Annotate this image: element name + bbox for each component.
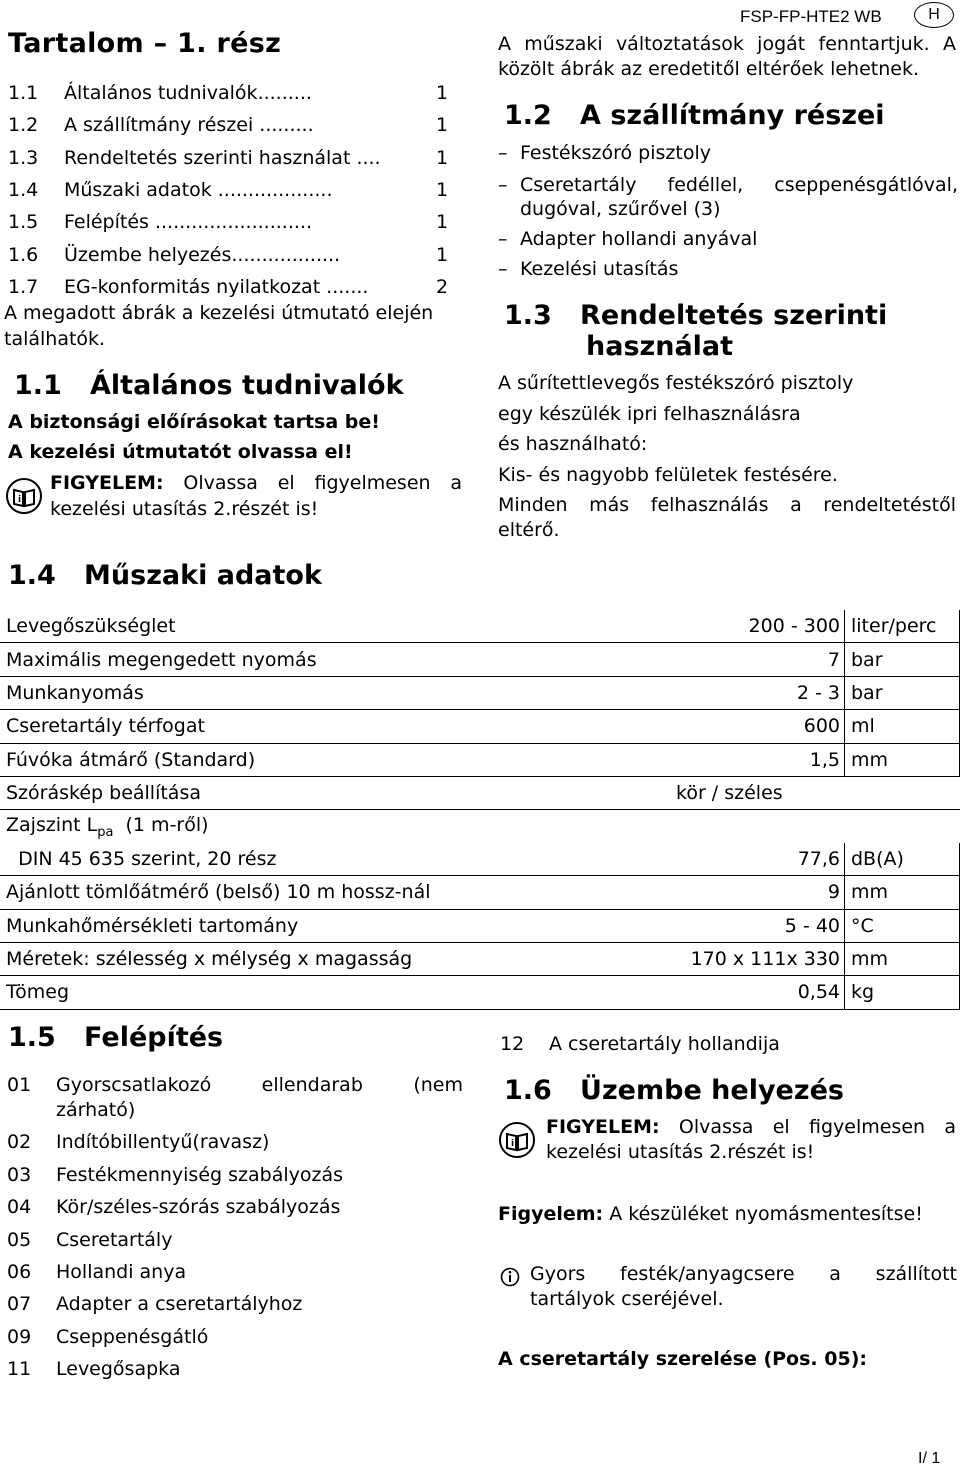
spec-value: 9: [670, 876, 845, 909]
toc-item-label: Általános tudnivalók.........: [64, 82, 312, 104]
intended-use-line: Minden más felhasználás a rendeltetéstől: [498, 494, 956, 516]
spec-label: [0, 909, 670, 942]
toc-item-page: 1: [436, 178, 449, 201]
toc-item[interactable]: [8, 207, 448, 237]
info-line-2: tartályok cseréjével.: [530, 1288, 724, 1310]
spec-unit: °C: [845, 909, 960, 942]
spec-row: [0, 610, 960, 643]
spec-unit: bar: [845, 676, 960, 709]
spec-label: [0, 810, 670, 843]
warning-text-1: Olvassa el figyelmesen a: [183, 472, 462, 494]
intended-use-line: egy készülék ipri felhasználásra: [498, 403, 801, 425]
spec-label-suffix: (1 m-ről): [113, 813, 209, 836]
section-1-3-title-line1: 1.3 Rendeltetés szerinti: [504, 300, 888, 331]
part-name: Hollandi anya: [56, 1261, 187, 1283]
spec-label-text: Munkahőmérsékleti tartomány: [6, 914, 299, 937]
toc-item-page: 1: [436, 114, 449, 137]
disclaimer-line-2: közölt ábrák az eredetitől eltérőek lehetnek.: [498, 58, 920, 80]
toc-item-label: Műszaki adatok ...................: [64, 178, 333, 201]
svg-text:i: i: [18, 495, 22, 505]
toc-item-number: 1.3: [8, 146, 39, 169]
spec-row: [0, 776, 960, 809]
spec-value: 0,54: [670, 976, 845, 1009]
part-number: 02: [7, 1131, 32, 1153]
bullet-dash: –: [498, 142, 508, 164]
toc-item-number: 1.1: [8, 82, 39, 104]
spec-value: 77,6: [670, 843, 845, 876]
spec-value: 7: [670, 643, 845, 676]
part-number: 03: [7, 1164, 32, 1186]
language-badge-label: H: [928, 6, 940, 23]
spec-row: [0, 710, 960, 743]
info-icon: [500, 1267, 520, 1287]
spec-unit: [845, 810, 960, 843]
part-number: 11: [7, 1358, 32, 1380]
part-name: Kör/széles-szórás szabályozás: [56, 1196, 341, 1218]
toc-item-page: 1: [436, 82, 449, 104]
spec-row: [0, 976, 960, 1009]
part-number: 12: [500, 1033, 525, 1055]
delivery-item-text: Festékszóró pisztoly: [520, 142, 711, 164]
spec-label-text: DIN 45 635 szerint, 20 rész: [6, 847, 277, 870]
part-number: 01: [7, 1074, 32, 1096]
spec-value: 600: [670, 710, 845, 743]
part-number: 04: [7, 1196, 32, 1218]
delivery-item-text: Kezelési utasítás: [520, 258, 679, 280]
disclaimer-line-1: A műszaki változtatások jogát fenntartjuk. A: [498, 33, 956, 55]
toc-item-number: 1.5: [8, 211, 39, 234]
spec-label: [0, 843, 670, 876]
spec-label: [0, 743, 670, 776]
spec-unit: mm: [845, 743, 960, 776]
startup-warning-text-1: Olvassa el figyelmesen a: [678, 1116, 956, 1138]
toc-item-number: 1.7: [8, 275, 39, 298]
replacement-cup-heading: A cseretartály szerelése (Pos. 05):: [498, 1348, 867, 1370]
manual-book-icon: [6, 478, 42, 514]
read-manual-note: A kezelési útmutatót olvassa el!: [8, 441, 353, 463]
bullet-dash: –: [498, 258, 508, 280]
toc-item[interactable]: [8, 240, 448, 270]
delivery-item-text: dugóval, szűrővel (3): [520, 198, 721, 220]
spec-value: 2 - 3: [670, 676, 845, 709]
intended-use-line: és használható:: [498, 433, 648, 455]
spec-unit: bar: [845, 643, 960, 676]
bullet-dash: –: [498, 174, 508, 196]
spec-label-text: Munkanyomás: [6, 681, 144, 704]
spec-label-text: Méretek: szélesség x mélység x magasság: [6, 948, 413, 971]
spec-label-text: Fúvóka átmárő (Standard): [6, 748, 256, 771]
spec-unit: mm: [845, 942, 960, 975]
spec-label-main: Zajszint L: [6, 813, 98, 836]
toc-item[interactable]: [8, 78, 448, 108]
toc-item-label: A szállítmány részei .........: [64, 114, 314, 137]
section-1-1-title: 1.1 Általános tudnivalók: [14, 370, 404, 401]
section-1-4-title: 1.4 Műszaki adatok: [8, 560, 322, 591]
toc-note-line1: A megadott ábrák a kezelési útmutató elején: [4, 302, 434, 324]
spec-label-subscript: pa: [97, 824, 114, 840]
spec-label-text: Szóráskép beállítása: [6, 782, 201, 805]
part-name: Gyorscsatlakozó ellendarab (nem: [56, 1074, 463, 1096]
spec-label-text: Maximális megengedett nyomás: [6, 648, 317, 671]
spec-unit: kg: [845, 976, 960, 1009]
section-1-3-title-line2: használat: [586, 331, 734, 362]
part-number: 05: [7, 1229, 32, 1251]
spec-label: [0, 710, 670, 743]
spec-label: [0, 942, 670, 975]
toc-item[interactable]: [8, 110, 448, 140]
spec-value: 170 x 111x 330: [670, 942, 845, 975]
part-number: 07: [7, 1293, 32, 1315]
part-name: Indítóbillentyű(ravasz): [56, 1131, 270, 1153]
toc-item[interactable]: [8, 143, 448, 173]
part-name: Levegősapka: [56, 1358, 181, 1380]
svg-text:i: i: [511, 1139, 515, 1149]
spec-row: [0, 909, 960, 942]
spec-row: [0, 643, 960, 676]
toc-item-label: EG-konformitás nyilatkozat .......: [64, 275, 369, 298]
manual-book-icon: [499, 1122, 535, 1158]
spec-value: 200 - 300: [670, 610, 845, 643]
part-number: 06: [7, 1261, 32, 1283]
spec-value: [670, 810, 845, 843]
part-name: Cseretartály: [56, 1229, 173, 1251]
toc-item-page: 2: [436, 275, 449, 298]
depressurize-note: [498, 1203, 923, 1226]
spec-unit: liter/perc: [845, 610, 960, 643]
bullet-dash: –: [498, 228, 508, 250]
toc-item-number: 1.6: [8, 243, 39, 266]
intended-use-line: eltérő.: [498, 519, 560, 541]
toc-item[interactable]: [8, 175, 448, 205]
spec-label: [0, 776, 670, 809]
spec-label: [0, 610, 670, 643]
info-line-1: Gyors festék/anyagcsere a szállított: [530, 1263, 957, 1285]
intended-use-line: Kis- és nagyobb felületek festésére.: [498, 464, 838, 486]
spec-row: [0, 942, 960, 975]
warning-text-2: kezelési utasítás 2.részét is!: [50, 498, 319, 520]
toc-item-page: 1: [436, 243, 449, 266]
section-1-2-title: 1.2 A szállítmány részei: [504, 100, 885, 131]
spec-label: [0, 643, 670, 676]
toc-item-label: Felépítés ..........................: [64, 211, 312, 234]
toc-title: Tartalom – 1. rész: [8, 28, 282, 59]
page-number: I/ 1: [918, 1450, 941, 1467]
spec-label-text: Cseretartály térfogat: [6, 715, 205, 738]
part-name: Cseppenésgátló: [56, 1326, 209, 1348]
spec-row: [0, 676, 960, 709]
spec-label: [0, 976, 670, 1009]
model-header: FSP-FP-HTE2 WB: [740, 7, 882, 26]
spec-row: [0, 743, 960, 776]
part-name: A cseretartály hollandija: [549, 1033, 780, 1055]
delivery-item-text: Cseretartály fedéllel, cseppenésgátlóval,: [520, 174, 958, 196]
spec-value: kör / széles: [670, 776, 960, 809]
spec-row: [0, 810, 960, 843]
startup-warning-label: FIGYELEM:: [546, 1116, 660, 1138]
part-name: Adapter a cseretartályhoz: [56, 1293, 303, 1315]
startup-warning-text-2: kezelési utasítás 2.részét is!: [546, 1141, 815, 1163]
spec-row: [0, 876, 960, 909]
spec-label: [0, 876, 670, 909]
spec-unit: mm: [845, 876, 960, 909]
depressurize-text: A készüléket nyomásmentesítse!: [609, 1203, 923, 1225]
spec-label-text: Ajánlott tömlőátmérő (belső) 10 m hossz-nál: [6, 881, 431, 904]
toc-item[interactable]: [8, 272, 448, 302]
spec-row: [0, 843, 960, 876]
depressurize-label: Figyelem:: [498, 1203, 604, 1225]
toc-item-number: 1.4: [8, 178, 39, 201]
warning-line-1: [50, 472, 462, 495]
technical-data-table: [0, 610, 960, 1010]
spec-value: 5 - 40: [670, 909, 845, 942]
toc-item-label: Üzembe helyezés..................: [64, 243, 341, 266]
spec-label: [0, 676, 670, 709]
toc-item-page: 1: [436, 146, 449, 169]
delivery-item-text: Adapter hollandi anyával: [520, 228, 758, 250]
intended-use-line: A sűrítettlevegős festékszóró pisztoly: [498, 372, 854, 394]
part-name: zárható): [56, 1099, 136, 1121]
toc-item-number: 1.2: [8, 114, 39, 137]
spec-label-text: Tömeg: [6, 981, 70, 1004]
startup-warning-line-1: [546, 1116, 956, 1139]
spec-label-text: Levegőszükséglet: [6, 615, 176, 638]
toc-item-label: Rendeltetés szerinti használat ....: [64, 146, 381, 169]
part-number: 09: [7, 1326, 32, 1348]
part-name: Festékmennyiség szabályozás: [56, 1164, 343, 1186]
toc-item-page: 1: [436, 211, 449, 234]
spec-unit: dB(A): [845, 843, 960, 876]
language-badge: [914, 2, 954, 28]
safety-note: A biztonsági előírásokat tartsa be!: [8, 411, 380, 433]
section-1-5-title: 1.5 Felépítés: [8, 1022, 224, 1053]
spec-unit: ml: [845, 710, 960, 743]
warning-label: FIGYELEM:: [50, 472, 164, 494]
section-1-6-title: 1.6 Üzembe helyezés: [504, 1075, 844, 1106]
toc-note-line2: találhatók.: [4, 328, 106, 350]
spec-value: 1,5: [670, 743, 845, 776]
